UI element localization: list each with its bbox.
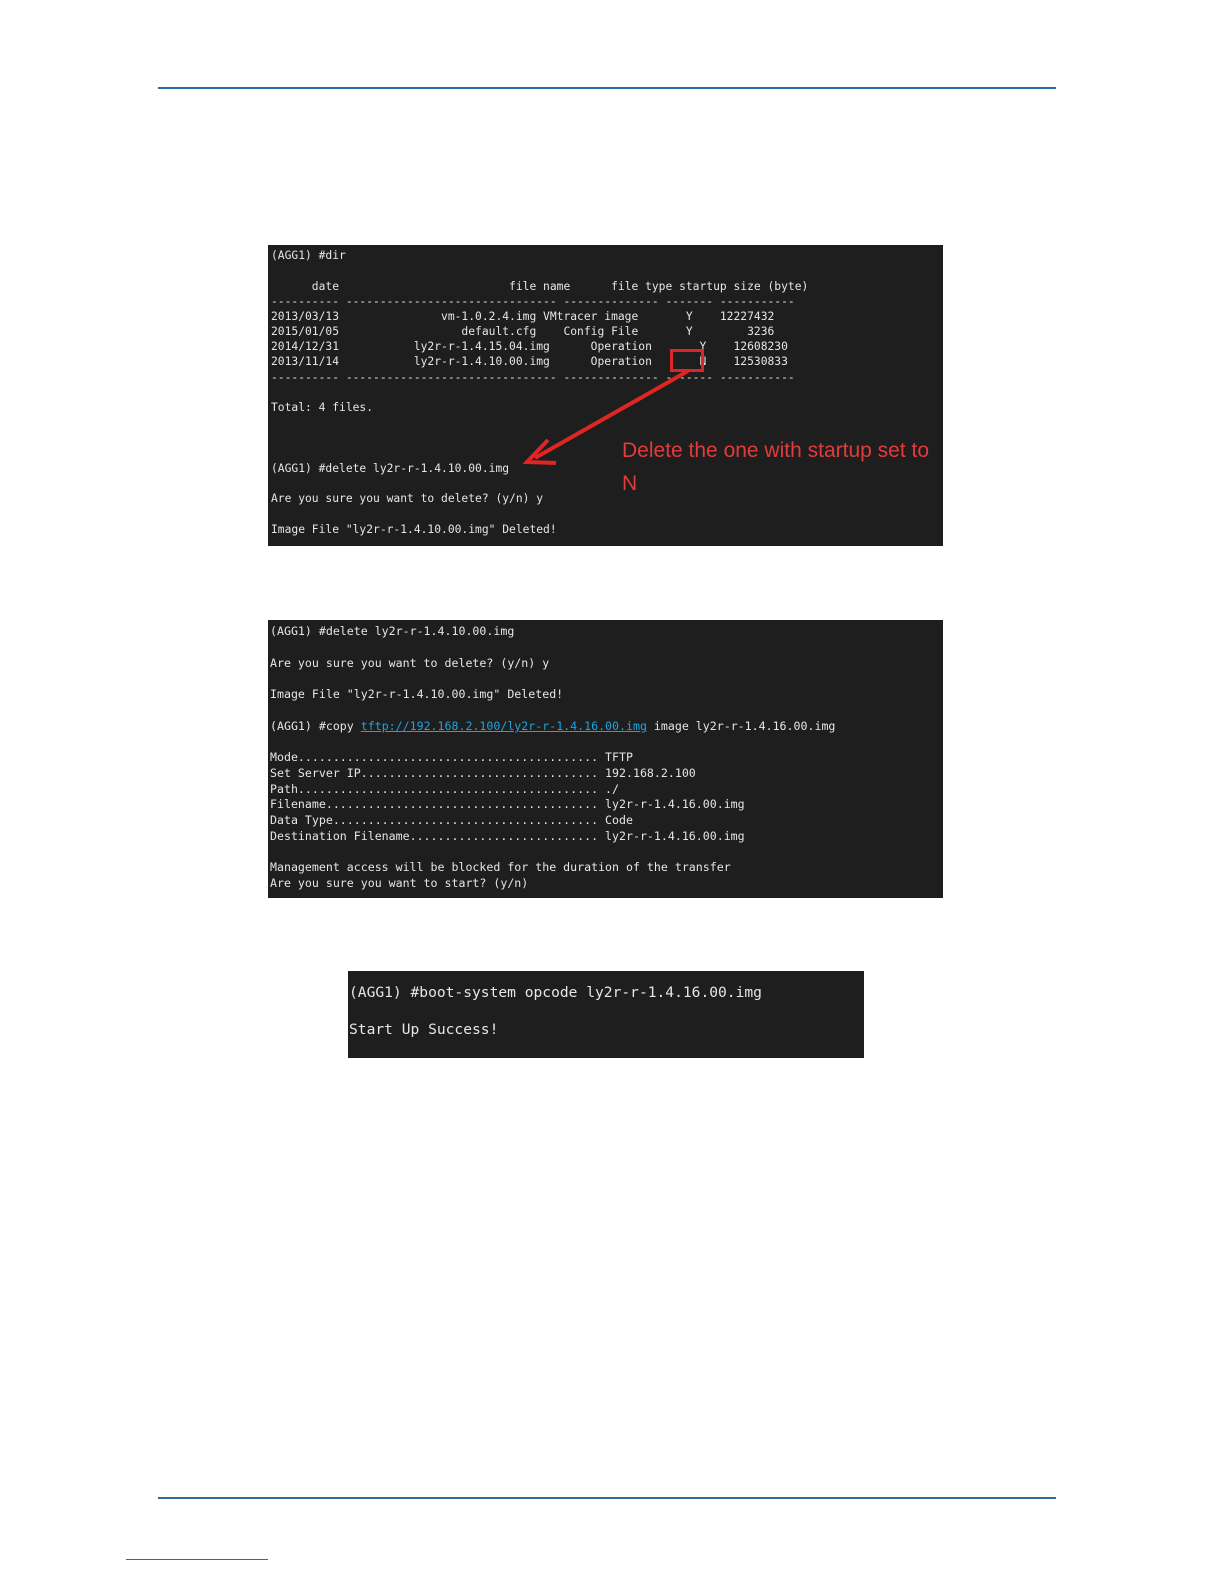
dir-table-separator: ---------- ------------------------------- -------------- ------- ----------- <box>271 295 795 308</box>
copy-suffix: image ly2r-r-1.4.16.00.img <box>646 719 836 733</box>
footer-rule <box>158 1497 1056 1499</box>
dir-row: 2014/12/31 ly2r-r-1.4.15.04.img Operation Y 12608230 <box>271 340 788 353</box>
footnote-rule <box>126 1559 268 1560</box>
dir-row: 2013/03/13 vm-1.0.2.4.img VMtracer image Y 12227432 <box>271 310 775 323</box>
dir-table-separator: ---------- ------------------------------- -------------- ------- ----------- <box>271 371 795 384</box>
delete-command: (AGG1) #delete ly2r-r-1.4.10.00.img <box>270 624 515 638</box>
delete-result: Image File "ly2r-r-1.4.10.00.img" Deleted! <box>271 523 557 536</box>
param-line: Filename....................................... ly2r-r-1.4.16.00.img <box>270 797 745 811</box>
dir-row: 2015/01/05 default.cfg Config File Y 3236 <box>271 325 775 338</box>
boot-result: Start Up Success! <box>349 1021 499 1038</box>
param-line: Data Type...................................... Code <box>270 813 633 827</box>
dir-table-header: date file name file type startup size (byte) <box>271 280 809 293</box>
boot-command: (AGG1) #boot-system opcode ly2r-r-1.4.16.00.img <box>349 984 762 1001</box>
param-line: Mode........................................... TFTP <box>270 750 633 764</box>
copy-prefix: (AGG1) #copy <box>270 719 361 733</box>
copy-command <box>270 719 835 735</box>
transfer-warning: Management access will be blocked for the duration of the transfer <box>270 860 731 874</box>
dir-total: Total: 4 files. <box>271 401 374 414</box>
delete-confirm: Are you sure you want to delete? (y/n) y <box>270 656 550 670</box>
copy-terminal-screenshot <box>268 620 943 898</box>
delete-command: (AGG1) #delete ly2r-r-1.4.10.00.img <box>271 462 510 475</box>
param-line: Path........................................... ./ <box>270 782 620 796</box>
dir-row: 2013/11/14 ly2r-r-1.4.10.00.img Operation N 12530833 <box>271 355 788 368</box>
start-prompt: Are you sure you want to start? (y/n) <box>270 876 529 890</box>
delete-result: Image File "ly2r-r-1.4.10.00.img" Deleted! <box>270 687 564 701</box>
delete-confirm: Are you sure you want to delete? (y/n) y <box>271 492 544 505</box>
annotation-text: Delete the one with startup set to N <box>622 439 930 495</box>
dir-prompt: (AGG1) #dir <box>271 249 346 262</box>
tftp-link[interactable]: tftp://192.168.2.100/ly2r-r-1.4.16.00.img <box>360 719 647 733</box>
boot-terminal-screenshot <box>348 971 864 1058</box>
param-line: Set Server IP.................................. 192.168.2.100 <box>270 766 696 780</box>
param-line: Destination Filename........................... ly2r-r-1.4.16.00.img <box>270 829 745 843</box>
